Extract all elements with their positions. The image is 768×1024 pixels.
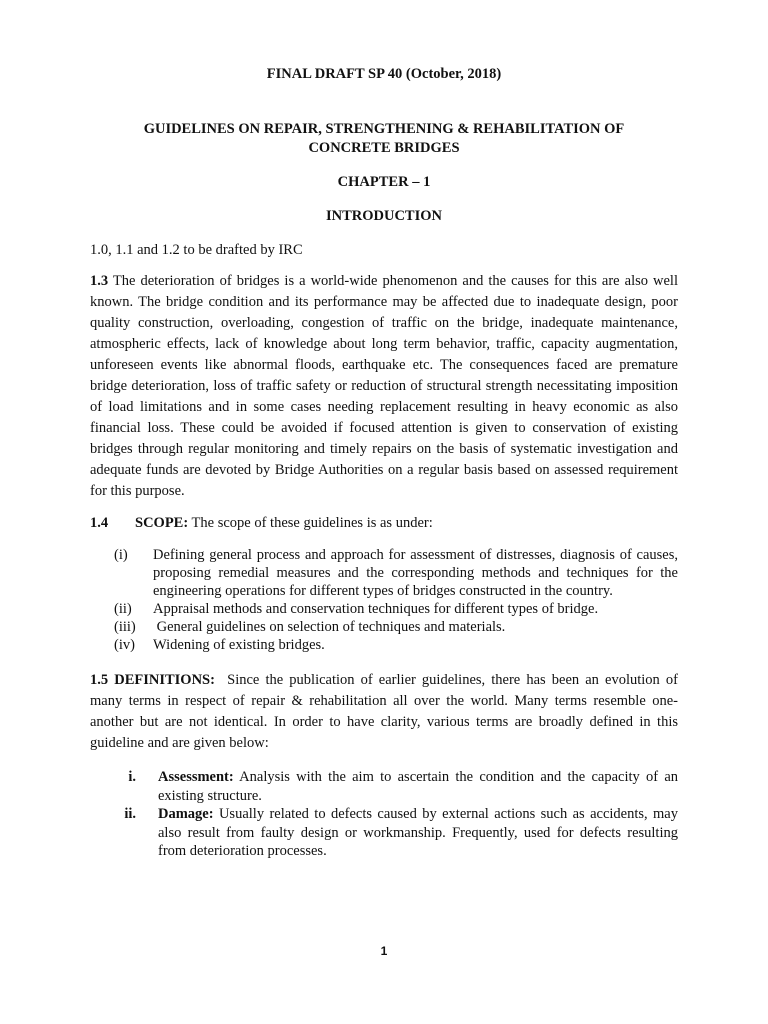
definition-text: Usually related to defects caused by external actions such as accidents, may also result from faulty design or workmanship. Frequently, used for defects resulting from deterioration processes. <box>158 806 678 859</box>
list-item-number: (iii) <box>114 619 136 635</box>
section-1-5-label: 1.5 DEFINITIONS: <box>90 672 215 688</box>
list-item <box>90 805 678 861</box>
section-1-5-paragraph <box>90 670 682 754</box>
intro-note: 1.0, 1.1 and 1.2 to be drafted by IRC <box>90 242 303 258</box>
list-item-number: (iv) <box>114 637 135 653</box>
list-item-text: Appraisal methods and conservation techniques for different types of bridge. <box>153 601 599 617</box>
introduction-heading: INTRODUCTION <box>325 208 442 224</box>
section-1-4-text: The scope of these guidelines is as under: <box>188 515 433 531</box>
list-item-number: (ii) <box>114 601 132 617</box>
list-item-text <box>158 768 678 805</box>
document-title-line-2: CONCRETE BRIDGES <box>308 140 460 156</box>
list-item-number: (i) <box>114 547 128 563</box>
list-item <box>90 618 678 636</box>
definition-term: Damage: <box>158 806 214 822</box>
page-number: 1 <box>380 944 388 958</box>
list-item-text: Widening of existing bridges. <box>153 637 325 653</box>
section-1-4-heading <box>90 513 678 534</box>
list-item <box>90 768 678 805</box>
list-item-text <box>158 805 678 861</box>
section-1-4-number: 1.4 <box>90 515 109 531</box>
section-1-3-number: 1.3 <box>90 273 109 289</box>
section-1-3-paragraph <box>90 271 678 502</box>
list-item-number: i. <box>128 769 136 785</box>
section-1-5-text: Since the publication of earlier guidelines, there has been an evolution of many terms in respect of repair & rehabilitation all over the world. Many terms resemble one-another but are not identical. In order to have clarity, various terms are broadly defined in this guideline and are given below: <box>90 672 682 751</box>
definition-term: Assessment: <box>158 769 234 785</box>
definitions-list <box>90 768 678 861</box>
chapter-heading: CHAPTER – 1 <box>337 174 431 190</box>
document-title-line-1: GUIDELINES ON REPAIR, STRENGTHENING & REHABILITATION OF <box>143 121 625 137</box>
section-1-4-label: SCOPE: <box>135 515 189 531</box>
list-item-number: ii. <box>124 806 136 822</box>
list-item-text: General guidelines on selection of techniques and materials. <box>153 619 506 635</box>
scope-list <box>90 546 678 654</box>
list-item-text: Defining general process and approach for assessment of distresses, diagnosis of causes, proposing remedial measures and the corresponding methods and techniques for the engineering operations for different types of bridges constructed in the country. <box>153 547 678 599</box>
list-item <box>90 636 678 654</box>
draft-title: FINAL DRAFT SP 40 (October, 2018) <box>266 66 502 82</box>
definition-text: Analysis with the aim to ascertain the condition and the capacity of an existing structure. <box>158 769 678 804</box>
section-1-3-text: The deterioration of bridges is a world-wide phenomenon and the causes for this are also well known. The bridge condition and its performance may be affected due to inadequate design, poor quality construction, overloading, congestion of traffic on the bridge, inadequate maintenance, atmospheric effects, lack of knowledge about long term behavior, traffic, capacity augmentation, unforeseen events like abnormal floods, earthquake etc. The consequences faced are premature bridge deterioration, loss of traffic safety or reduction of structural strength necessitating imposition of load limitations and in some cases needing replacement resulting in heavy economic as also financial loss. These could be avoided if focused attention is given to conservation of existing bridges through regular monitoring and timely repairs on the basis of systematic investigation and adequate funds are devoted by Bridge Authorities on a regular basis based on assessed requirement for this purpose. <box>90 273 678 499</box>
list-item <box>90 600 678 618</box>
list-item <box>90 546 678 600</box>
